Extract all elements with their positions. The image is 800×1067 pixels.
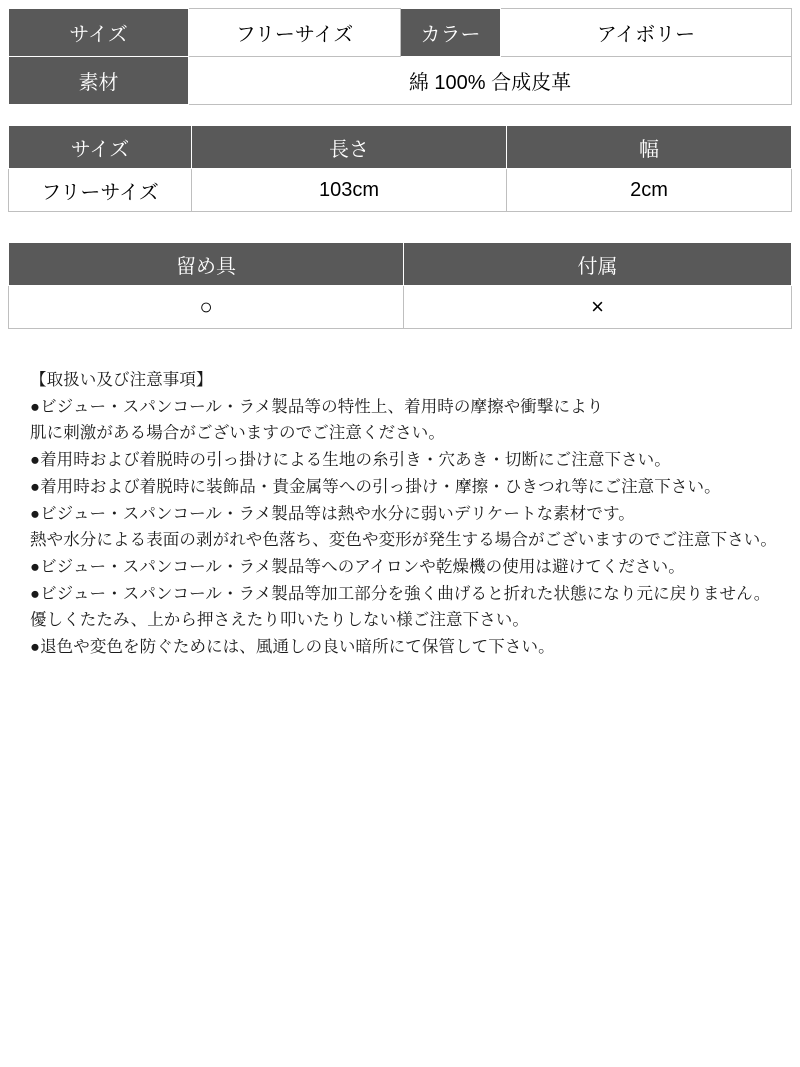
attribute-table — [8, 242, 792, 329]
care-note-line: ●ビジュー・スパンコール・ラメ製品等の特性上、着用時の摩擦や衝撃により — [30, 397, 604, 416]
care-note-line: ●退色や変色を防ぐためには、風通しの良い暗所にて保管して下さい。 — [30, 638, 555, 657]
care-note-line: ●着用時および着脱時に装飾品・貴金属等への引っ掛け・摩擦・ひきつれ等にご注意下さい。 — [30, 477, 721, 496]
size-header-size: サイズ — [9, 126, 192, 169]
care-note-line: 優しくたたみ、上から押さえたり叩いたりしない様ご注意下さい。 — [30, 611, 529, 630]
spec-label-material: 素材 — [9, 57, 189, 105]
spec-label-color: カラー — [401, 9, 501, 57]
care-notes — [8, 367, 792, 661]
care-note-line: ●ビジュー・スパンコール・ラメ製品等へのアイロンや乾燥機の使用は避けてください。 — [30, 558, 685, 577]
spec-label-size: サイズ — [9, 9, 189, 57]
size-cell-length: 103cm — [192, 169, 507, 212]
spec-value-size: フリーサイズ — [189, 9, 401, 57]
care-note-line: 肌に刺激がある場合がございますのでご注意ください。 — [30, 424, 445, 443]
spec-value-material: 綿 100% 合成皮革 — [189, 57, 792, 105]
table-row — [9, 57, 792, 105]
size-header-length: 長さ — [192, 126, 507, 169]
table-row — [9, 9, 792, 57]
table-header-row — [9, 126, 792, 169]
spec-value-color: アイボリー — [501, 9, 792, 57]
spec-table — [8, 8, 792, 105]
care-note-line: ●ビジュー・スパンコール・ラメ製品等は熱や水分に弱いデリケートな素材です。 — [30, 504, 635, 523]
size-header-width: 幅 — [507, 126, 792, 169]
attr-header-accessory: 付属 — [404, 243, 792, 286]
table-row — [9, 286, 792, 329]
attr-cell-clasp: ○ — [9, 286, 404, 329]
table-header-row — [9, 243, 792, 286]
care-note-line: 熱や水分による表面の剥がれや色落ち、変色や変形が発生する場合がございますのでご注意下さい。 — [30, 531, 777, 550]
size-cell-size: フリーサイズ — [9, 169, 192, 212]
attr-header-clasp: 留め具 — [9, 243, 404, 286]
attr-cell-accessory: × — [404, 286, 792, 329]
table-row — [9, 169, 792, 212]
care-note-line: ●着用時および着脱時の引っ掛けによる生地の糸引き・穴あき・切断にご注意下さい。 — [30, 451, 671, 470]
care-note-line: ●ビジュー・スパンコール・ラメ製品等加工部分を強く曲げると折れた状態になり元に戻りません。 — [30, 584, 771, 603]
care-notes-title: 【取扱い及び注意事項】 — [30, 371, 213, 389]
size-cell-width: 2cm — [507, 169, 792, 212]
size-table — [8, 125, 792, 212]
